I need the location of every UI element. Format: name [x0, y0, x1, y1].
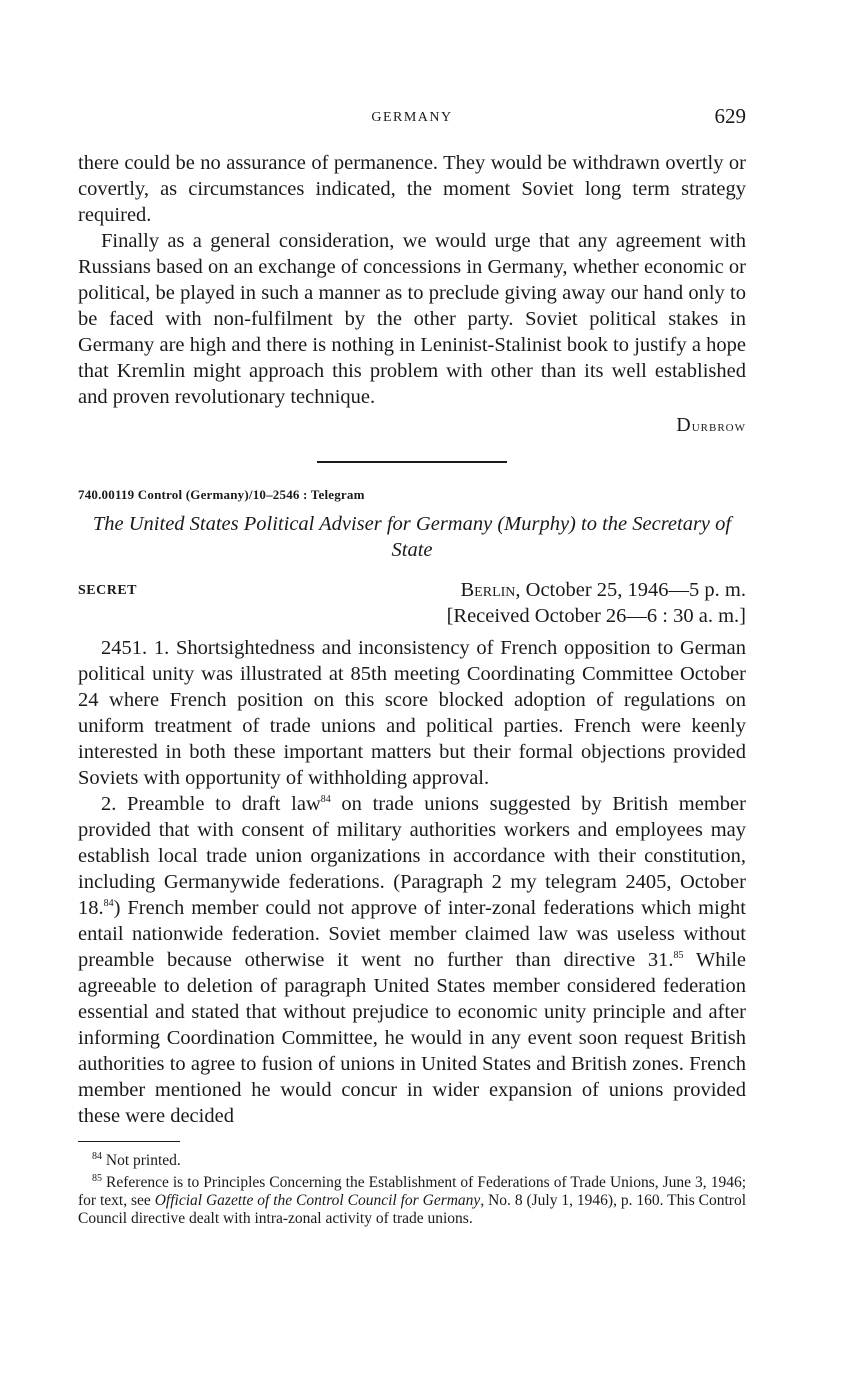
section-divider	[317, 461, 507, 463]
footnote-number: 84	[92, 1151, 102, 1162]
para2-part-b: on trade unions suggested by British member provided that with consent of military authorities workers and employees may establish local trade union organizations in accordance with their constitution, including Germanywide federations. (Paragraph 2 my telegram 2405, October 18.	[78, 793, 746, 919]
page-header	[78, 104, 746, 134]
footnote-text-start: Reference is to Principles Concerning the Establishment of Federations of Trade Unions, June 3, 1946; for text, see	[78, 1174, 747, 1209]
dateline	[461, 577, 747, 603]
running-head: GERMANY	[371, 110, 453, 125]
page-number: 629	[714, 104, 746, 128]
footnote-85	[78, 1170, 746, 1228]
footnote-publication-title: Official Gazette of the Control Council for Germany	[154, 1192, 481, 1209]
footnote-ref-84[interactable]: 84	[320, 794, 331, 805]
continued-paragraph: there could be no assurance of permanence. They would be withdrawn overtly or covertly, as circumstances indicated, the moment Soviet long term strategy required.	[78, 152, 746, 226]
telegram-paragraph-2	[78, 791, 746, 1129]
footnote-ref-84-second[interactable]: 84	[103, 898, 114, 909]
dateline-city: Berlin	[460, 579, 516, 601]
dateline-date: , October 25, 1946—5 p. m.	[515, 579, 746, 601]
document-title: The United States Political Adviser for Germany (Murphy) to the Secretary of State	[92, 513, 732, 561]
received-line: [Received October 26—6 : 30 a. m.]	[446, 605, 746, 627]
footnote-ref-85[interactable]: 85	[673, 950, 684, 961]
signature: Durbrow	[676, 414, 746, 436]
dateline-row	[78, 577, 746, 603]
footnote-divider	[78, 1141, 180, 1142]
page-body	[78, 150, 746, 1228]
footnote-text: Not printed.	[105, 1152, 181, 1169]
footnote-number: 85	[92, 1173, 102, 1184]
telegram-paragraph-1: 2451. 1. Shortsightedness and inconsistency of French opposition to German political unity was illustrated at 85th meeting Coordinating Committee October 24 where French position on this score blocked adoption of regulations on uniform treatment of trade unions and political parties. French were keenly interested in both these important matters but their formal objections provided Soviets with opportunity of withholding approval.	[78, 637, 746, 789]
document-reference: 740.00119 Control (Germany)/10–2546 : Telegram	[78, 487, 365, 502]
footnote-text-end: , No. 8 (July 1, 1946), p. 160. This Control Council directive dealt with intra-zonal activity of trade unions.	[78, 1192, 747, 1227]
classification: SECRET	[78, 583, 138, 598]
para2-part-d: While agreeable to deletion of paragraph United States member considered federation essential and stated that without prejudice to economic unity principle and after informing Coordination Committee, he would in any event soon request British authorities to agree to fusion of unions in United States and British zones. French member mentioned he would concur in wider expansion of unions provided these were decided	[78, 949, 746, 1127]
para2-part-a: 2. Preamble to draft law	[101, 793, 321, 815]
closing-paragraph: Finally as a general consideration, we would urge that any agreement with Russians based on an exchange of concessions in Germany, whether economic or political, be played in such a manner as to preclude giving away our hand only to be faced with non-fulfilment by the other party. Soviet political stakes in Germany are high and there is nothing in Leninist-Stalinist book to justify a hope that Kremlin might approach this problem with other than its well established and proven revolutionary technique.	[78, 230, 746, 408]
footnote-84	[78, 1148, 746, 1170]
para2-part-c: ) French member could not approve of inter-zonal federations which might entail nationwide federation. Soviet member claimed law was useless without preamble because otherwise it went no further than directive 31.	[78, 897, 746, 971]
